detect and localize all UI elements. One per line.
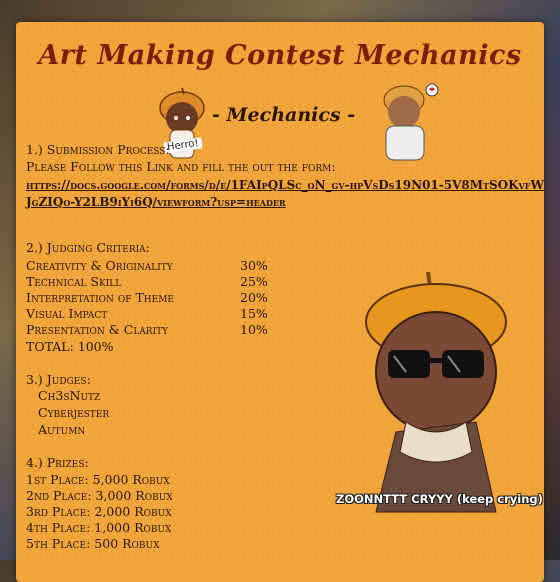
- judge-name: Ch3sNutz: [38, 388, 101, 403]
- judging-heading: 2.) Judging Criteria:: [26, 240, 150, 255]
- criterion-label: Creativity & Originality: [26, 258, 173, 273]
- cyberjester-character-sticker: [366, 76, 446, 162]
- prize-item: 1st Place: 5,000 Robux: [26, 472, 170, 487]
- herro-sticker-label: Herro!: [163, 137, 202, 153]
- criterion-value: 15%: [240, 306, 268, 321]
- criterion-label: Visual Impact: [26, 306, 108, 321]
- prize-item: 4th Place: 1,000 Robux: [26, 520, 172, 535]
- prize-item: 2nd Place: 3,000 Robux: [26, 488, 173, 503]
- judges-heading: 3.) Judges:: [26, 372, 91, 387]
- criterion-value: 30%: [240, 258, 268, 273]
- poster-title: Art Making Contest Mechanics: [38, 40, 522, 71]
- criterion-value: 25%: [240, 274, 268, 289]
- criterion-label: Interpretation of Theme: [26, 290, 175, 305]
- form-link[interactable]: https://docs.google.com/forms/d/e/1FAIpQLSc_oN_gv-hpVsDs19N01-5V8MtSOKvfWJgZIQo-Y2LB9iYi6Q/viewform?usp=header: [26, 178, 544, 209]
- prize-item: 5th Place: 500 Robux: [26, 536, 160, 551]
- submission-instruction: Please Follow this Link and fill the out the form:: [26, 159, 336, 174]
- judge-name: Cyberjester: [38, 405, 110, 420]
- prizes-heading: 4.) Prizes:: [26, 455, 89, 470]
- criteria-total: TOTAL: 100%: [26, 339, 114, 354]
- character-caption: ZOONNTTT CRYYY (keep crying): [336, 492, 543, 506]
- criterion-value: 10%: [240, 322, 268, 337]
- criterion-label: Presentation & Clarity: [26, 322, 169, 337]
- judge-name: Autumn: [38, 422, 86, 437]
- contest-poster: [16, 22, 544, 582]
- section-subtitle: - Mechanics -: [212, 104, 356, 126]
- prize-item: 3rd Place: 2,000 Robux: [26, 504, 172, 519]
- criterion-value: 20%: [240, 290, 268, 305]
- criterion-label: Technical Skill: [26, 274, 122, 289]
- submission-heading: 1.) Submission Process:: [26, 142, 170, 157]
- acorn-character-sunglasses: [336, 262, 536, 552]
